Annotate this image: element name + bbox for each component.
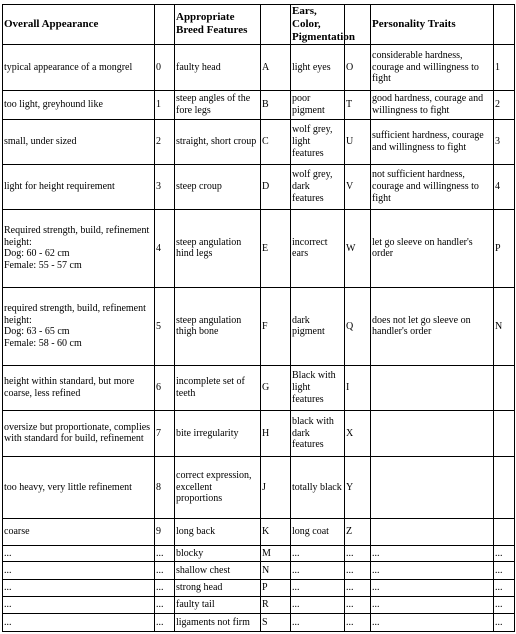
table-cell: R bbox=[261, 596, 291, 613]
table-cell: N bbox=[261, 561, 291, 579]
table-row bbox=[3, 209, 515, 287]
table-cell: ... bbox=[3, 561, 155, 579]
table-cell: P bbox=[494, 209, 515, 287]
table-cell: Black with light features bbox=[291, 365, 345, 410]
table-cell: faulty head bbox=[175, 44, 261, 90]
table-cell: light for height requirement bbox=[3, 164, 155, 209]
table-cell: ... bbox=[345, 613, 371, 631]
breed-evaluation-table bbox=[2, 4, 515, 632]
table-cell: dark pigment bbox=[291, 287, 345, 365]
table-cell: 3 bbox=[494, 119, 515, 164]
table-cell: blocky bbox=[175, 545, 261, 561]
table-cell: W bbox=[345, 209, 371, 287]
table-cell: bite irregularity bbox=[175, 410, 261, 456]
header-row bbox=[3, 5, 515, 45]
table-cell: coarse bbox=[3, 518, 155, 545]
table-cell: ... bbox=[494, 613, 515, 631]
table-cell: sufficient hardness, courage and willingness to fight bbox=[371, 119, 494, 164]
table-cell bbox=[371, 365, 494, 410]
column-header bbox=[494, 5, 515, 45]
table-cell: 1 bbox=[155, 90, 175, 119]
table-cell: ... bbox=[291, 545, 345, 561]
table-cell: poor pigment bbox=[291, 90, 345, 119]
table-row bbox=[3, 44, 515, 90]
table-cell: ... bbox=[291, 596, 345, 613]
table-row bbox=[3, 518, 515, 545]
table-row bbox=[3, 119, 515, 164]
table-cell: required strength, build, refinement height: Dog: 63 - 65 cm Female: 58 - 60 cm bbox=[3, 287, 155, 365]
table-cell: 8 bbox=[155, 456, 175, 518]
table-cell bbox=[494, 518, 515, 545]
table-cell: ... bbox=[3, 579, 155, 596]
table-cell bbox=[494, 365, 515, 410]
table-cell: 4 bbox=[155, 209, 175, 287]
table-cell: S bbox=[261, 613, 291, 631]
table-cell: steep angulation hind legs bbox=[175, 209, 261, 287]
table-cell: 4 bbox=[494, 164, 515, 209]
column-header: Overall Appearance bbox=[3, 5, 155, 45]
table-cell: F bbox=[261, 287, 291, 365]
table-cell: long back bbox=[175, 518, 261, 545]
table-cell: G bbox=[261, 365, 291, 410]
table-cell bbox=[371, 518, 494, 545]
table-cell: long coat bbox=[291, 518, 345, 545]
table-cell: 6 bbox=[155, 365, 175, 410]
table-cell: I bbox=[345, 365, 371, 410]
table-cell: ... bbox=[3, 613, 155, 631]
table-cell: steep croup bbox=[175, 164, 261, 209]
table-cell: wolf grey, light features bbox=[291, 119, 345, 164]
table-row bbox=[3, 456, 515, 518]
table-cell: ... bbox=[494, 545, 515, 561]
table-cell: O bbox=[345, 44, 371, 90]
table-cell: C bbox=[261, 119, 291, 164]
table-cell: ... bbox=[155, 561, 175, 579]
table-cell: oversize but proportionate, complies with standard for build, refinement bbox=[3, 410, 155, 456]
table-row bbox=[3, 613, 515, 631]
table-cell: does not let go sleeve on handler's order bbox=[371, 287, 494, 365]
table-cell: U bbox=[345, 119, 371, 164]
table-cell bbox=[494, 410, 515, 456]
table-cell: wolf grey, dark features bbox=[291, 164, 345, 209]
table-row bbox=[3, 90, 515, 119]
table-cell: Z bbox=[345, 518, 371, 545]
table-cell bbox=[371, 410, 494, 456]
table-cell: Q bbox=[345, 287, 371, 365]
table-row bbox=[3, 545, 515, 561]
table-row bbox=[3, 365, 515, 410]
column-header bbox=[261, 5, 291, 45]
table-row bbox=[3, 287, 515, 365]
table-cell: ligaments not firm bbox=[175, 613, 261, 631]
table-cell: ... bbox=[155, 579, 175, 596]
table-cell: B bbox=[261, 90, 291, 119]
table-cell: height within standard, but more coarse, less refined bbox=[3, 365, 155, 410]
table-cell: faulty tail bbox=[175, 596, 261, 613]
table-cell: 1 bbox=[494, 44, 515, 90]
table-cell: M bbox=[261, 545, 291, 561]
table-cell: incomplete set of teeth bbox=[175, 365, 261, 410]
table-cell: ... bbox=[291, 579, 345, 596]
table-row bbox=[3, 579, 515, 596]
column-header: Ears, Color, Pigmentation bbox=[292, 5, 355, 43]
table-cell: not sufficient hardness, courage and willingness to fight bbox=[371, 164, 494, 209]
table-cell: ... bbox=[371, 579, 494, 596]
table-row bbox=[3, 561, 515, 579]
table-cell: 0 bbox=[155, 44, 175, 90]
table-row bbox=[3, 410, 515, 456]
table-cell: ... bbox=[155, 545, 175, 561]
table-cell: black with dark features bbox=[291, 410, 345, 456]
table-cell: ... bbox=[155, 613, 175, 631]
table-cell bbox=[494, 456, 515, 518]
table-cell: ... bbox=[291, 561, 345, 579]
table-cell: ... bbox=[494, 561, 515, 579]
table-cell: ... bbox=[345, 579, 371, 596]
table-cell: shallow chest bbox=[175, 561, 261, 579]
table-cell: strong head bbox=[175, 579, 261, 596]
table-cell: 5 bbox=[155, 287, 175, 365]
table-cell: 9 bbox=[155, 518, 175, 545]
table-cell: D bbox=[261, 164, 291, 209]
table-cell: N bbox=[494, 287, 515, 365]
table-cell: ... bbox=[291, 613, 345, 631]
table-cell: too light, greyhound like bbox=[3, 90, 155, 119]
table-cell: small, under sized bbox=[3, 119, 155, 164]
table-cell: Y bbox=[345, 456, 371, 518]
table-cell: incorrect ears bbox=[291, 209, 345, 287]
table-cell: T bbox=[345, 90, 371, 119]
table-cell: ... bbox=[345, 596, 371, 613]
table-cell: ... bbox=[155, 596, 175, 613]
table-cell: Required strength, build, refinement height: Dog: 60 - 62 cm Female: 55 - 57 cm bbox=[3, 209, 155, 287]
table-cell: too heavy, very little refinement bbox=[3, 456, 155, 518]
column-header bbox=[155, 5, 175, 45]
table-cell: ... bbox=[371, 561, 494, 579]
table-cell: H bbox=[261, 410, 291, 456]
table-cell: correct expression, excellent proportions bbox=[175, 456, 261, 518]
table-cell: 3 bbox=[155, 164, 175, 209]
table-cell: E bbox=[261, 209, 291, 287]
column-header: Appropriate Breed Features bbox=[175, 5, 261, 45]
table-cell: considerable hardness, courage and willingness to fight bbox=[371, 44, 494, 90]
table-cell: X bbox=[345, 410, 371, 456]
table-cell: P bbox=[261, 579, 291, 596]
table-cell: V bbox=[345, 164, 371, 209]
table-row bbox=[3, 596, 515, 613]
table-cell: let go sleeve on handler's order bbox=[371, 209, 494, 287]
table-cell: 2 bbox=[155, 119, 175, 164]
table-cell: A bbox=[261, 44, 291, 90]
table-cell: 7 bbox=[155, 410, 175, 456]
table-cell: ... bbox=[345, 561, 371, 579]
table-cell: 2 bbox=[494, 90, 515, 119]
table-cell: K bbox=[261, 518, 291, 545]
table-cell: ... bbox=[345, 545, 371, 561]
table-cell: J bbox=[261, 456, 291, 518]
table-cell: steep angulation thigh bone bbox=[175, 287, 261, 365]
table-cell: ... bbox=[371, 545, 494, 561]
table-body bbox=[3, 44, 515, 631]
table-cell: ... bbox=[371, 596, 494, 613]
table-cell: ... bbox=[3, 545, 155, 561]
table-row bbox=[3, 164, 515, 209]
table-cell: totally black bbox=[291, 456, 345, 518]
table-cell: ... bbox=[494, 596, 515, 613]
table-cell bbox=[371, 456, 494, 518]
table-cell: ... bbox=[371, 613, 494, 631]
table-cell: steep angles of the fore legs bbox=[175, 90, 261, 119]
table-cell: good hardness, courage and willingness to fight bbox=[371, 90, 494, 119]
table-cell: ... bbox=[3, 596, 155, 613]
table-cell: ... bbox=[494, 579, 515, 596]
column-header: Personality Traits bbox=[371, 5, 494, 45]
table-cell: typical appearance of a mongrel bbox=[3, 44, 155, 90]
table-cell: light eyes bbox=[291, 44, 345, 90]
table-cell: straight, short croup bbox=[175, 119, 261, 164]
